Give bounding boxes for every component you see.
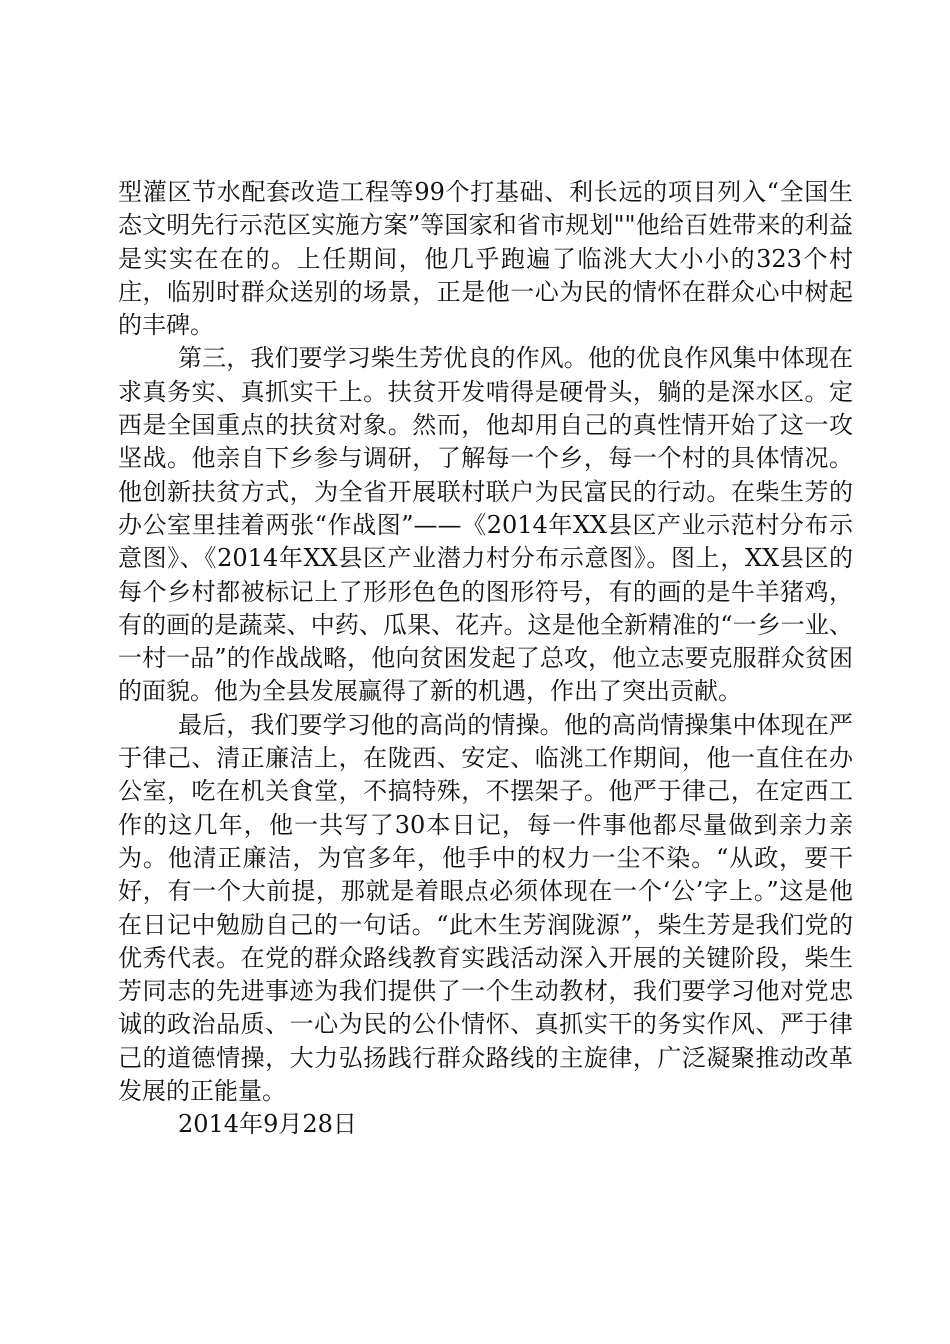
document-body <box>118 176 853 1142</box>
paragraph-continuation: 型灌区节水配套改造工程等99个打基础、利长远的项目列入“全国生态文明先行示范区实施方案”等国家和省市规划""他给百姓带来的利益是实实在在的。上任期间，他几乎跑遍了临洮大大小小的323个村庄，临别时群众送别的场景，正是他一心为民的情怀在群众心中树起的丰碑。 <box>118 178 853 340</box>
paragraph-third-point: 第三，我们要学习柴生芳优良的作风。他的优良作风集中体现在求真务实、真抓实干上。扶贫开发啃得是硬骨头，躺的是深水区。定西是全国重点的扶贫对象。然而，他却用自己的真性情开始了这一攻坚战。他亲自下乡参与调研，了解每一个乡，每一个村的具体情况。他创新扶贫方式，为全省开展联村联户为民富民的行动。在柴生芳的办公室里挂着两张“作战图”——《2014年XX县区产业示范村分布示意图》、《2014年XX县区产业潜力村分布示意图》。图上，XX县区的每个乡村都被标记上了形形色色的图形符号，有的画的是牛羊猪鸡，有的画的是蔬菜、中药、瓜果、花卉。这是他全新精准的“一乡一业、一村一品”的作战战略，他向贫困发起了总攻，他立志要克服群众贫困的面貌。他为全县发展赢得了新的机遇，作出了突出贡献。 <box>118 344 853 706</box>
paragraph-final-point: 最后，我们要学习他的高尚的情操。他的高尚情操集中体现在严于律己、清正廉洁上，在陇西、安定、临洮工作期间，他一直住在办公室，吃在机关食堂，不搞特殊，不摆架子。他严于律己，在定西工作的这几年，他一共写了30本日记，每一件事他都尽量做到亲力亲为。他清正廉洁，为官多年，他手中的权力一尘不染。“从政，要干好，有一个大前提，那就是着眼点必须体现在一个‘公’字上。”这是他在日记中勉励自己的一句话。“此木生芳润陇源”，柴生芳是我们党的优秀代表。在党的群众路线教育实践活动深入开展的关键阶段，柴生芳同志的先进事迹为我们提供了一个生动教材，我们要学习他对党忠诚的政治品质、一心为民的公仆情怀、真抓实干的务实作风、严于律己的道德情操，大力弘扬践行群众路线的主旋律，广泛凝聚推动改革发展的正能量。 <box>118 710 853 1106</box>
document-date: 2014年9月28日 <box>178 1110 357 1139</box>
